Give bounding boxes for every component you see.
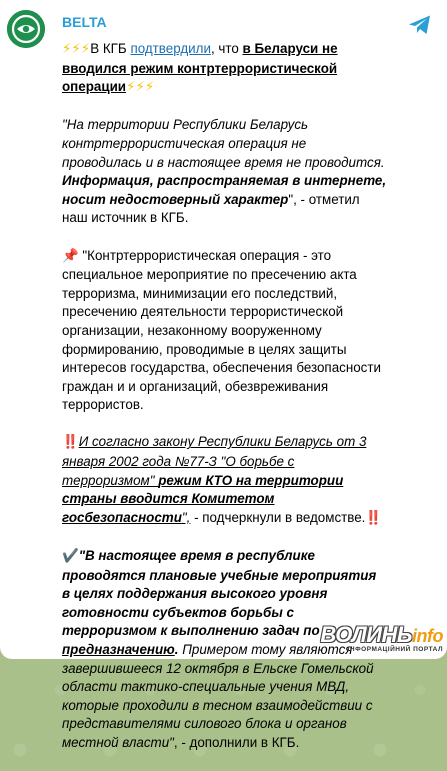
check-mark-icon: ✔️ [62,549,79,565]
text-span: ", - отметил наш источник в КГБ. [62,191,360,226]
text-span: , что [210,41,243,56]
exercise-text-underlined: предназначению [62,642,175,657]
headline-underlined: в Беларуси не вводился режим контртеррористической операции [62,41,338,95]
text-span: - подчеркнули в ведомстве. [190,509,366,525]
post-paragraph-2 [62,116,387,228]
double-exclamation-icon: ‼️ [365,510,383,526]
definition-text: "Контртеррористическая операция - это специальное мероприятие по пресечению акта терроризма, минимизации его последствий, пресечению деятельности террористической организации, незаконному вооруженному формированию, проводимые в целях защиты интересов государства, обеспечения безопасности граждан и и организаций, обезвреживания террористов. [62,247,381,413]
watermark-name: ВОЛИНЬ [320,621,412,647]
quote-bold: Информация, распространяемая в интернете, носит недостоверный характер [62,173,387,207]
watermark-main [320,622,443,647]
double-exclamation-icon: ‼️ [62,435,79,451]
exercise-text-bold: "В настоящее время в республике проводятся плановые учебные мероприятия в целях поддержания высокого уровня готовности субъектов борьбы с терроризмом к выполнению задач по [62,548,377,639]
high-voltage-icon: ⚡⚡⚡ [126,80,155,96]
pushpin-icon: 📌 [62,248,79,264]
post-paragraph-1 [62,40,387,98]
quote-text: "На территории Республики Беларусь контртеррористическая операция не проводилась и в настоящее время не проводится. [62,117,385,170]
post-paragraph-4 [62,433,387,528]
post-text [62,40,387,771]
belta-logo-icon [7,10,45,48]
confirmed-link[interactable]: подтвердили [130,41,211,56]
channel-name[interactable]: BELTA [62,14,107,30]
post-paragraph-3 [62,247,387,415]
law-reference: И согласно закону Республики Беларусь от 3 января 2002 года №77-З "О борьбе с терроризмом" [62,434,367,488]
high-voltage-icon: ⚡⚡⚡ [62,42,91,57]
exercise-text-bold: . [174,642,179,657]
exercise-text-italic: Примером тому являются завершившееся 12 октября в Ельске Гомельской области тактико-специальные учения МВД, которые проходили в тесном взаимодействии с представителями силового блока и органов местной власти" [62,642,374,750]
channel-avatar[interactable] [7,10,45,48]
law-reference: ", [181,509,191,525]
text-span: В КГБ [90,41,131,56]
text-span: , - дополнили в КГБ. [173,734,300,750]
watermark-tld: info [412,625,443,646]
telegram-share-icon[interactable] [407,12,433,38]
law-reference-bold: режим КТО на территории страны вводится Комитетом госбезопасности [62,472,344,525]
watermark-logo [320,621,443,654]
watermark-subtitle: ІНФОРМАЦІЙНИЙ ПОРТАЛ [347,645,443,653]
